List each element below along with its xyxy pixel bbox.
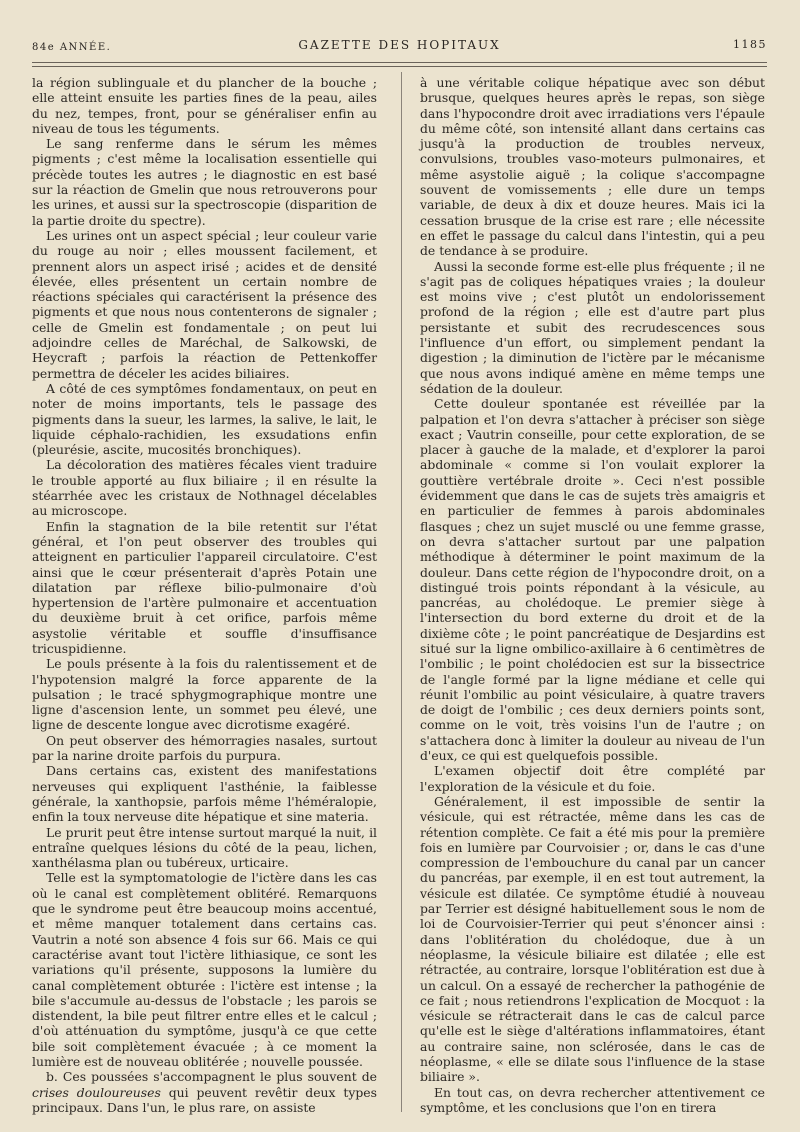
paragraph: En tout cas, on devra rechercher attentivement ce symptôme, et les conclusions que l'on en tirera xyxy=(420,1084,765,1115)
running-header xyxy=(32,36,767,58)
paragraph: Le sang renferme dans le sérum les mêmes pigments ; c'est même la localisation essentielle qui précède toutes les autres ; le diagnostic en est basé sur la réaction de Gmelin que nous retrouverons pour les urines, et aussi sur la spectroscopie (disparition de la partie droite du spectre). xyxy=(32,136,377,228)
header-rule-top xyxy=(32,62,767,63)
paragraph: Le prurit peut être intense surtout marqué la nuit, il entraîne quelques lésions du côté de la peau, lichen, xanthélasma plan ou tubéreux, urticaire. xyxy=(32,824,377,871)
paragraph: L'examen objectif doit être complété par l'exploration de la vésicule et du foie. xyxy=(420,763,765,794)
paragraph: Généralement, il est impossible de sentir la vésicule, qui est rétractée, même dans les cas de rétention complète. Ce fait a été mis pour la première fois en lumière par Courvoisier ; or, dans le cas d'une compression de l'embouchure du canal par un cancer du pancréas, par exemple, il en est tout autrement, la vésicule est dilatée. Ce symptôme étudié à nouveau par Terrier est désigné habituellement sous le nom de loi de Courvoisier-Terrier qui peut s'énoncer ainsi : dans l'oblitération du cholédoque, due à un néoplasme, la vésicule biliaire est dilatée ; elle est rétractée, au contraire, lorsque l'oblitération est due à un calcul. On a essayé de rechercher la pathogénie de ce fait ; nous retiendrons l'explication de Mocquot : la vésicule se rétracterait dans le cas de calcul parce qu'elle est le siège d'altérations inflammatoires, étant au contraire saine, non sclérosée, dans le cas de néoplasme, « elle se dilate sous l'influence de la stase biliaire ». xyxy=(420,793,765,1085)
paragraph: Telle est la symptomatologie de l'ictère dans les cas où le canal est complètement oblitéré. Remarquons que le syndrome peut être beaucoup moins accentué, et même manquer totalement dans certains cas. Vautrin a noté son absence 4 fois sur 66. Mais ce qui caractérise avant tout l'ictère lithiasique, ce sont les variations qu'il présente, supposons la lumière du canal complètement obturée : l'ictère est intense ; la bile s'accumule au-dessus de l'obstacle ; les parois se distendent, la bile peut filtrer entre elles et le calcul ; d'où atténuation du symptôme, jusqu'à ce que cette bile soit complètement évacuée ; à ce moment la lumière est de nouveau oblitérée ; nouvelle poussée. xyxy=(32,870,377,1069)
header-rule-bottom xyxy=(32,66,767,67)
right-column xyxy=(420,75,765,1115)
paragraph: Enfin la stagnation de la bile retentit sur l'état général, et l'on peut observer des troubles qui atteignent en particulier l'appareil circulatoire. C'est ainsi que le cœur présenterait d'après Potain une dilatation par réflexe bilio-pulmonaire d'où hypertension de l'artère pulmonaire et accentuation du deuxième bruit à cet orifice, parfois même asystolie véritable et souffle d'insuffisance tricuspidienne. xyxy=(32,518,377,656)
paragraph: La décoloration des matières fécales vient traduire le trouble apporté au flux biliaire ; il en résulte la stéarrhée avec les cristaux de Nothnagel décelables au microscope. xyxy=(32,457,377,519)
paragraph: Dans certains cas, existent des manifestations nerveuses qui expliquent l'asthénie, la faiblesse générale, la xanthopsie, parfois même l'héméralopie, enfin la toux nerveuse dite hépatique et sine materia. xyxy=(32,763,377,825)
paragraph: Le pouls présente à la fois du ralentissement et de l'hypotension malgré la force apparente de la pulsation ; le tracé sphygmographique montre une ligne d'ascension lente, un sommet peu élevé, une ligne de descente longue avec dicrotisme exagéré. xyxy=(32,656,377,733)
header-year: 84e ANNÉE. xyxy=(32,42,112,53)
paragraph: On peut observer des hémorragies nasales, surtout par la narine droite parfois du purpura. xyxy=(32,732,377,764)
emphasis: crises douloureuses xyxy=(32,1084,161,1100)
text-run: qui peuvent revêtir deux types principaux. Dans l'un, le plus rare, on assiste xyxy=(32,1084,377,1115)
paragraph: Cette douleur spontanée est réveillée par la palpation et l'on devra s'attacher à préciser son siège exact ; Vautrin conseille, pour cette exploration, de se placer à gauche de la malade, et d'explorer la paroi abdominale « comme si l'on voulait explorer la gouttière vertébrale droite ». Ceci n'est possible évidemment que dans le cas de sujets très amaigris et en particulier de femmes à parois abdominales flasques ; chez un sujet musclé ou une femme grasse, on devra s'attacher surtout par une palpation méthodique à déterminer le point maximum de la douleur. Dans cette région de l'hypocondre droit, on a distingué trois points répondant à la vésicule, au pancréas, au cholédoque. Le premier siège à l'intersection du bord externe du droit et de la dixième côte ; le point pancréatique de Desjardins est situé sur la ligne ombilico-axillaire à 6 centimètres de l'ombilic ; le point cholédocien est sur la bissectrice de l'angle formé par la ligne médiane et celle qui réunit l'ombilic au point vésiculaire, à quatre travers de doigt de l'ombilic ; ces deux derniers points sont, comme on le voit, très voisins l'un de l'autre ; on s'attachera donc à limiter la douleur au niveau de l'un d'eux, ce qui est quelquefois possible. xyxy=(420,396,765,764)
paragraph: A côté de ces symptômes fondamentaux, on peut en noter de moins importants, tels le passage des pigments dans la sueur, les larmes, la salive, le lait, le liquide céphalo-rachidien, les exsudations enfin (pleurésie, ascite, mucosités bronchiques). xyxy=(32,380,377,458)
left-column xyxy=(32,75,377,1115)
page-number: 1185 xyxy=(733,38,767,51)
journal-title: GAZETTE DES HOPITAUX xyxy=(298,38,501,52)
column-divider xyxy=(401,72,402,1112)
paragraph: la région sublinguale et du plancher de la bouche ; elle atteint ensuite les parties fines de la peau, ailes du nez, tempes, front, pour se généraliser enfin au niveau de tous les téguments. xyxy=(32,75,377,136)
paragraph-painful-crises xyxy=(32,1069,377,1115)
paragraph: Les urines ont un aspect spécial ; leur couleur varie du rouge au noir ; elles moussent facilement, et prennent alors un aspect irisé ; acides et de densité élevée, elles présentent un certain nombre de réactions spéciales qui caractérisent la présence des pigments et que nous nous contenterons de signaler ; celle de Gmelin est fondamentale ; on peut lui adjoindre celles de Maréchal, de Salkowski, de Heycraft ; parfois la réaction de Pettenkoffer permettra de déceler les acides biliaires. xyxy=(32,227,377,381)
paragraph: à une véritable colique hépatique avec son début brusque, quelques heures après le repas, son siège dans l'hypocondre droit avec irradiations vers l'épaule du même côté, son intensité allant dans certains cas jusqu'à la production de troubles nerveux, convulsions, troubles vaso-moteurs pulmonaires, et même asystolie aiguë ; la colique s'accompagne souvent de vomissements ; elle dure un temps variable, de deux à dix et douze heures. Mais ici la cessation brusque de la crise est rare ; elle nécessite en effet le passage du calcul dans l'intestin, qui a peu de tendance à se produire. xyxy=(420,75,765,259)
paragraph: Aussi la seconde forme est-elle plus fréquente ; il ne s'agit pas de coliques hépatiques vraies ; la douleur est moins vive ; c'est plutôt un endolorissement profond de la région ; elle est d'autre part plus persistante et subit des recrudescences sous l'influence d'un effort, ou simplement pendant la digestion ; la diminution de l'ictère par le mécanisme que nous avons indiqué amène en même temps une sédation de la douleur. xyxy=(420,258,765,396)
text-run: b. Ces poussées s'accompagnent le plus souvent de xyxy=(46,1069,377,1085)
